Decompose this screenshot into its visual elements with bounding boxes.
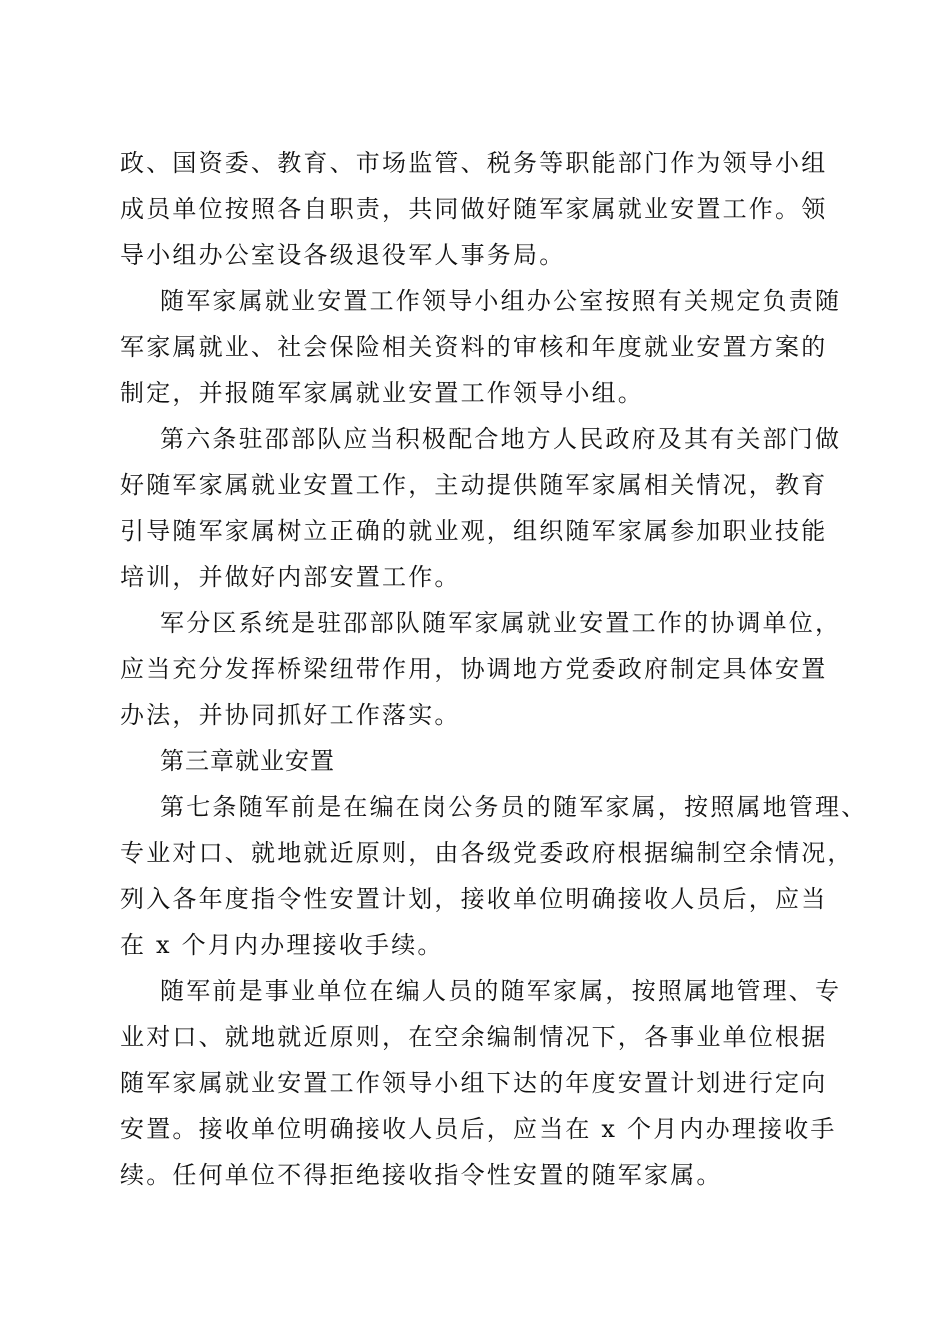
paragraph-line: 随军前是事业单位在编人员的随军家属，按照属地管理、专 xyxy=(160,977,842,1005)
chapter-heading: 第三章就业安置 xyxy=(160,747,335,775)
paragraph-line: 在 x 个月内办理接收手续。 xyxy=(120,931,444,959)
paragraph-line: 引导随军家属树立正确的就业观，组织随军家属参加职业技能 xyxy=(120,517,828,545)
article-6-line: 第六条驻邵部队应当积极配合地方人民政府及其有关部门做 xyxy=(160,425,842,453)
paragraph-line: 政、国资委、教育、市场监管、税务等职能部门作为领导小组 xyxy=(120,149,828,177)
document-body xyxy=(120,140,868,1198)
paragraph-line: 安置。接收单位明确接收人员后，应当在 x 个月内办理接收手 xyxy=(120,1115,837,1143)
paragraph-line: 续。任何单位不得拒绝接收指令性安置的随军家属。 xyxy=(120,1161,723,1189)
paragraph-line: 专业对口、就地就近原则，由各级党委政府根据编制空余情况， xyxy=(120,839,854,867)
paragraph-line: 应当充分发挥桥梁纽带作用，协调地方党委政府制定具体安置 xyxy=(120,655,828,683)
paragraph-line: 培训，并做好内部安置工作。 xyxy=(120,563,461,591)
paragraph-line: 军家属就业、社会保险相关资料的审核和年度就业安置方案的 xyxy=(120,333,828,361)
paragraph-line: 导小组办公室设各级退役军人事务局。 xyxy=(120,241,566,269)
paragraph-line: 列入各年度指令性安置计划，接收单位明确接收人员后，应当 xyxy=(120,885,828,913)
paragraph-line: 制定，并报随军家属就业安置工作领导小组。 xyxy=(120,379,644,407)
paragraph-line: 随军家属就业安置工作领导小组办公室按照有关规定负责随 xyxy=(160,287,842,315)
article-7-line: 第七条随军前是在编在岗公务员的随军家属，按照属地管理、 xyxy=(160,793,868,821)
paragraph-line: 成员单位按照各自职责，共同做好随军家属就业安置工作。领 xyxy=(120,195,828,223)
paragraph-line: 随军家属就业安置工作领导小组下达的年度安置计划进行定向 xyxy=(120,1069,828,1097)
paragraph-line: 办法，并协同抓好工作落实。 xyxy=(120,701,461,729)
paragraph-line: 军分区系统是驻邵部队随军家属就业安置工作的协调单位， xyxy=(160,609,842,637)
paragraph-line: 业对口、就地就近原则，在空余编制情况下，各事业单位根据 xyxy=(120,1023,828,1051)
paragraph-line: 好随军家属就业安置工作，主动提供随军家属相关情况，教育 xyxy=(120,471,828,499)
